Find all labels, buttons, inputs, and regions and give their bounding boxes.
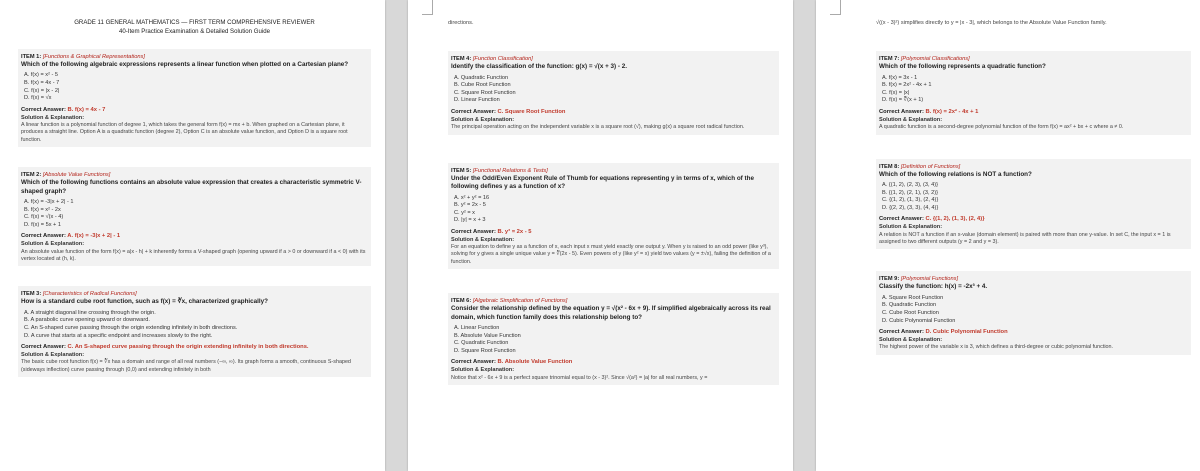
explanation: The principal operation acting on the independent variable x is a square root (√), making g(x) a square root radical function. bbox=[451, 124, 745, 131]
options-list: A. Linear Function B. Absolute Value Function C. Quadratic Function D. Square Root Function bbox=[454, 325, 521, 354]
document-page-2 bbox=[408, 0, 793, 471]
options-list: A. f(x) = x² - 5 B. f(x) = 4x - 7 C. f(x) = |x - 2| D. f(x) = √x bbox=[24, 72, 60, 102]
options-list: A. f(x) = 3x - 1 B. f(x) = 2x² - 4x + 1 C. f(x) = |x| D. f(x) = ∛(x + 1) bbox=[882, 74, 932, 104]
item-2: ITEM 2: [Absolute Value Functions] Which of the following functions contains an absolute value expression that creates a characteristic symmetric V-shaped graph? A. f(x) = -3|x + 2| - 1 B. f(x) = x² - 2x C. f(x) = √(x - 4) D. f(x) = 5x + 1 Correct Answer: A. f(x) = -3|x + 2| - 1 Solution & Explanation: An absolute value function of the form f(x) = a|x - h| + k inherently forms a V-shaped graph (opening upward if a > 0 or downward if a < 0) with its vertex located at (h, k). bbox=[18, 167, 371, 266]
correct-answer: Correct Answer: B. y³ = 2x - 5 bbox=[451, 228, 532, 235]
question-text: Which of the following represents a quadratic function? bbox=[879, 63, 1046, 71]
correct-answer: Correct Answer: B. Absolute Value Function bbox=[451, 359, 573, 366]
item-6: ITEM 6: [Algebraic Simplification of Functions] Consider the relationship defined by the equation y = √(x² - 6x + 9). If simplified algebraically across its real domain, which function family does this relationship belong to? A. Linear Function B. Absolute Value Function C. Quadratic Function D. Square Root Function Correct Answer: B. Absolute Value Function Solution & Explanation: Notice that x² - 6x + 9 is a perfect square trinomial equal to (x - 3)². Since √(a²) = |a| for all real numbers, y = bbox=[448, 293, 779, 385]
explanation: A linear function is a polynomial function of degree 1, which takes the general form f(x) = mx + b. When graphed on a Cartesian plane, it produces a straight line. Option A is a quadratic function (degree 2), Option C is an absolute value function, and Option D is a square root function. bbox=[21, 121, 348, 143]
question-text: Consider the relationship defined by the equation y = √(x² - 6x + 9). If simplified algebraically across its real domain, which function family does this relationship belong to? bbox=[451, 305, 771, 321]
question-text: How is a standard cube root function, such as f(x) = ∛x, characterized graphically? bbox=[21, 298, 269, 306]
question-text: Which of the following relations is NOT a function? bbox=[879, 170, 1032, 178]
options-list: A. x² + y² = 16 B. y² = 2x - 5 C. y² = x D. |y| = x + 3 bbox=[454, 194, 490, 224]
options-list: A. A straight diagonal line crossing through the origin. B. A parabolic curve opening upward or downward. C. An S-shaped curve passing through the origin extending infinitely in both directions. D. A curve that starts at a specific endpoint and increases slowly to the right. bbox=[24, 309, 238, 339]
item-4: ITEM 4: [Function Classification] Identify the classification of the function: g(x) = √(x + 3) - 2. A. Quadratic Function B. Cube Root Function C. Square Root Function D. Linear Function Correct Answer: C. Square Root Function Solution & Explanation: The principal operation acting on the independent variable x is a square root (√), making g(x) a square root radical function. bbox=[448, 51, 779, 134]
explanation: The basic cube root function f(x) = ∛x has a domain and range of all real numbers (−∞, ∞). Its graph forms a smooth, continuous S-shaped (sideways inflection) curve passing through (0,0) and extending infinitely in both bbox=[21, 359, 351, 373]
correct-answer: Correct Answer: B. f(x) = 4x - 7 bbox=[21, 106, 106, 113]
question-text: Which of the following functions contains an absolute value expression that creates a characteristic symmetric V-shaped graph? bbox=[21, 179, 362, 195]
crop-mark bbox=[422, 0, 433, 15]
crop-mark bbox=[830, 0, 841, 15]
explanation: The highest power of the variable x is 3, which defines a third-degree or cubic polynomial function. bbox=[879, 344, 1114, 351]
document-page-3 bbox=[816, 0, 1200, 471]
continued-text: directions. bbox=[448, 20, 474, 26]
correct-answer: Correct Answer: C. Square Root Function bbox=[451, 109, 566, 116]
item-9: ITEM 9: [Polynomial Functions] Classify the function: h(x) = -2x³ + 4. A. Square Root Function B. Quadratic Function C. Cube Root Function D. Cubic Polynomial Function Correct Answer: D. Cubic Polynomial Function Solution & Explanation: The highest power of the variable x is 3, which defines a third-degree or cubic polynomial function. bbox=[876, 271, 1191, 354]
explanation: A quadratic function is a second-degree polynomial function of the form f(x) = ax² + bx + c where a ≠ 0. bbox=[879, 124, 1124, 131]
item-7: ITEM 7: [Polynomial Classifications] Which of the following represents a quadratic function? A. f(x) = 3x - 1 B. f(x) = 2x² - 4x + 1 C. f(x) = |x| D. f(x) = ∛(x + 1) Correct Answer: B. f(x) = 2x² - 4x + 1 Solution & Explanation: A quadratic function is a second-degree polynomial function of the form f(x) = ax² + bx + c where a ≠ 0. bbox=[876, 51, 1191, 134]
item-1: ITEM 1: [Functions & Graphical Representations] Which of the following algebraic expressions represents a linear function when plotted on a Cartesian plane? A. f(x) = x² - 5 B. f(x) = 4x - 7 C. f(x) = |x - 2| D. f(x) = √x Correct Answer: B. f(x) = 4x - 7 Solution & Explanation: A linear function is a polynomial function of degree 1, which takes the general form f(x) = mx + b. When graphed on a Cartesian plane, it produces a straight line. Option A is a quadratic function (degree 2), Option C is an absolute value function, and Option D is a square root function. bbox=[18, 49, 371, 147]
question-text: Which of the following algebraic expressions represents a linear function when plotted on a Cartesian plane? bbox=[21, 61, 349, 68]
options-list: A. Quadratic Function B. Cube Root Function C. Square Root Function D. Linear Function bbox=[454, 74, 516, 104]
explanation: For an equation to define y as a function of x, each input x must yield exactly one output y. When y is raised to an odd power (like y³), solving for y gives a single unique value y = ∛(2x - 5). Even powers of y (like y² = x) yield two values (y = ±√x), failing the definition of a function. bbox=[451, 244, 771, 265]
explanation: An absolute value function of the form f(x) = a|x - h| + k inherently forms a V-shaped graph (opening upward if a > 0 or downward if a < 0) with its vertex located at (h, k). bbox=[21, 248, 366, 262]
correct-answer: Correct Answer: D. Cubic Polynomial Function bbox=[879, 329, 1008, 336]
document-title: GRADE 11 GENERAL MATHEMATICS — FIRST TERM COMPREHENSIVE REVIEWER 40-Item Practice Examination & Detailed Solution Guide bbox=[74, 19, 315, 35]
correct-answer: Correct Answer: C. An S-shaped curve passing through the origin extending infinitely in both directions. bbox=[21, 344, 309, 351]
item-3: ITEM 3: [Characteristics of Radical Functions] How is a standard cube root function, such as f(x) = ∛x, characterized graphically? A. A straight diagonal line crossing through the origin. B. A parabolic curve opening upward or downward. C. An S-shaped curve passing through the origin extending infinitely in both directions. D. A curve that starts at a specific endpoint and increases slowly to the right. Correct Answer: C. An S-shaped curve passing through the origin extending infinitely in both directions. Solution & Explanation: The basic cube root function f(x) = ∛x has a domain and range of all real numbers (−∞, ∞). Its graph forms a smooth, continuous S-shaped (sideways inflection) curve passing through (0,0) and extending infinitely in both bbox=[18, 286, 371, 377]
explanation: Notice that x² - 6x + 9 is a perfect square trinomial equal to (x - 3)². Since √(a²) = |a| for all real numbers, y = bbox=[451, 374, 708, 381]
correct-answer: Correct Answer: A. f(x) = -3|x + 2| - 1 bbox=[21, 233, 121, 240]
correct-answer: Correct Answer: B. f(x) = 2x² - 4x + 1 bbox=[879, 109, 979, 116]
question-text: Identify the classification of the function: g(x) = √(x + 3) - 2. bbox=[451, 63, 627, 71]
options-list: A. {(1, 2), (2, 3), (3, 4)} B. {(1, 2), (2, 1), (3, 2)} C. {(1, 2), (1, 3), (2, 4)} D. {(2, 2), (3, 3), (4, 4)} bbox=[882, 182, 939, 211]
item-5: ITEM 5: [Functional Relations & Tests] Under the Odd/Even Exponent Rule of Thumb for equations representing y in terms of x, which of the following defines y as a function of x? A. x² + y² = 16 B. y² = 2x - 5 C. y² = x D. |y| = x + 3 Correct Answer: B. y³ = 2x - 5 Solution & Explanation: For an equation to define y as a function of x, each input x must yield exactly one output y. When y is raised to an odd power (like y³), solving for y gives a single unique value y = ∛(2x - 5). Even powers of y (like y² = x) yield two values (y = ±√x), failing the definition of a function. bbox=[448, 163, 779, 270]
item-8: ITEM 8: [Definition of Functions] Which of the following relations is NOT a function? A. {(1, 2), (2, 3), (3, 4)} B. {(1, 2), (2, 1), (3, 2)} C. {(1, 2), (1, 3), (2, 4)} D. {(2, 2), (3, 3), (4, 4)} Correct Answer: C. {(1, 2), (1, 3), (2, 4)} Solution & Explanation: A relation is NOT a function if an x-value (domain element) is paired with more than one y-value. In set C, the input x = 1 is assigned to two different outputs (y = 2 and y = 3). bbox=[876, 159, 1191, 250]
question-text: Classify the function: h(x) = -2x³ + 4. bbox=[879, 283, 988, 291]
options-list: A. Square Root Function B. Quadratic Function C. Cube Root Function D. Cubic Polynomial Function bbox=[882, 294, 956, 324]
correct-answer: Correct Answer: C. {(1, 2), (1, 3), (2, 4)} bbox=[879, 216, 985, 223]
explanation: A relation is NOT a function if an x-value (domain element) is paired with more than one y-value. In set C, the input x = 1 is assigned to two different outputs (y = 2 and y = 3). bbox=[879, 231, 1171, 246]
options-list: A. f(x) = -3|x + 2| - 1 B. f(x) = x² - 2x C. f(x) = √(x - 4) D. f(x) = 5x + 1 bbox=[24, 199, 74, 228]
document-page-1 bbox=[0, 0, 385, 471]
continued-text: √((x - 3)²) simplifies directly to y = |x - 3|, which belongs to the Absolute Value Function family. bbox=[876, 20, 1107, 26]
question-text: Under the Odd/Even Exponent Rule of Thumb for equations representing y in terms of x, which of the following defines y as a function of x? bbox=[451, 174, 754, 191]
